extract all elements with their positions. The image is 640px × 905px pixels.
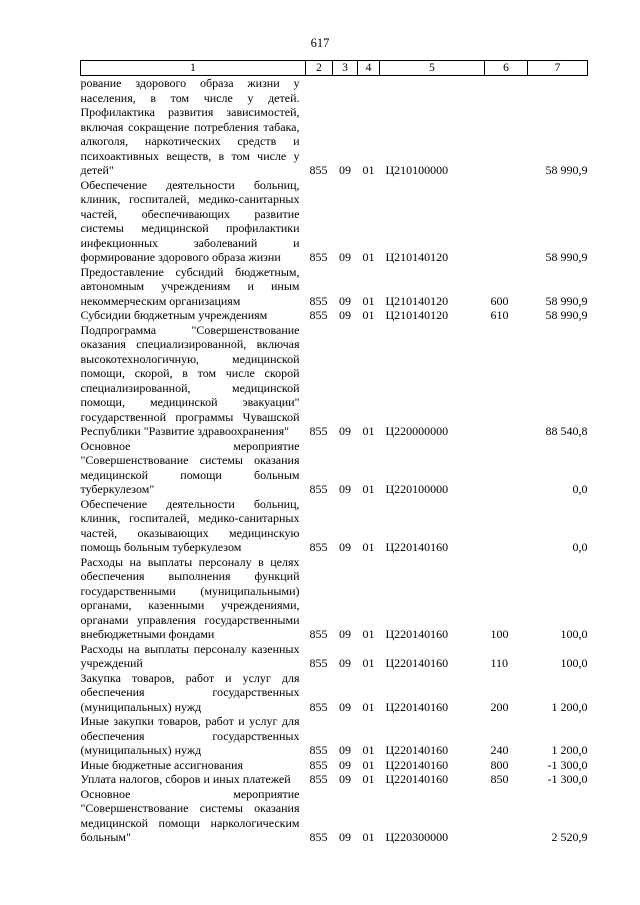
row-expense-type: 610 [490,308,509,322]
row-admin-code: 855 [309,757,328,772]
row-description: Обеспечение деятельности больниц, клиник, госпиталей, медико-санитарных частей, оказывающих медицинскую помощь больным туберкулезом [80,496,300,554]
row-target-article: Ц220140160 [385,743,449,757]
row-expense-type [485,76,528,178]
row-subsection: 01 [362,163,375,177]
row-target-article: Ц210140120 [385,308,449,322]
table-row [81,76,588,178]
header-col-2: 2 [306,61,333,76]
row-amount: -1 300,0 [547,772,588,786]
row-admin-code: 855 [309,424,328,438]
row-target-article: Ц220140160 [385,772,449,786]
row-section: 09 [339,424,351,438]
row-section: 09 [339,830,351,844]
row-description: рование здорового образа жизни у населения, в том числе у детей. Профилактика развития зависимостей, включая сокращение потребления табака, алкоголя, наркотических средств и психоактивных веществ, в том числе у детей" [80,76,300,177]
row-target-article: Ц210140120 [385,293,449,308]
row-target-article: Ц220140160 [385,757,449,772]
row-admin-code: 855 [309,830,328,844]
row-subsection: 01 [362,772,375,786]
row-section: 09 [339,163,351,177]
row-amount: 58 990,9 [545,308,588,322]
row-amount: 58 990,9 [545,250,588,264]
header-col-7: 7 [528,61,588,76]
row-subsection: 01 [362,293,375,308]
row-section: 09 [339,656,351,670]
row-amount: 2 520,9 [551,830,588,844]
budget-table [80,60,588,845]
row-description: Расходы на выплаты персоналу казенных учреждений [80,641,300,670]
row-amount: -1 300,0 [547,757,588,772]
row-subsection: 01 [362,757,375,772]
table-row [81,758,588,773]
row-expense-type [485,439,528,497]
row-expense-type: 800 [490,757,509,772]
row-description: Уплата налогов, сборов и иных платежей [80,772,291,786]
row-admin-code: 855 [309,627,328,641]
row-section: 09 [339,772,351,786]
row-amount: 1 200,0 [551,743,588,757]
row-subsection: 01 [362,627,375,641]
row-amount: 58 990,9 [545,293,588,308]
table-row [81,671,588,715]
row-expense-type [485,323,528,439]
row-admin-code: 855 [309,772,328,786]
row-amount: 58 990,9 [545,163,588,177]
row-description: Обеспечение деятельности больниц, клиник, госпиталей, медико-санитарных частей, обеспечивающих развитие системы медицинской профилактики инфекционных заболеваний и формирование здорового образа жизни [80,177,300,264]
row-description: Основное мероприятие "Совершенствование системы оказания медицинской помощи наркологическим больным" [80,786,300,844]
row-subsection: 01 [362,830,375,844]
row-subsection: 01 [362,250,375,264]
row-section: 09 [339,699,351,714]
row-subsection: 01 [362,699,375,714]
row-admin-code: 855 [309,656,328,670]
row-subsection: 01 [362,540,375,554]
row-target-article: Ц210100000 [385,163,449,177]
row-expense-type: 600 [490,293,509,308]
row-section: 09 [339,308,351,322]
table-row [81,787,588,845]
table-row [81,772,588,787]
row-target-article: Ц220000000 [385,424,449,438]
row-subsection: 01 [362,656,375,670]
table-row [81,178,588,265]
row-description: Основное мероприятие "Совершенствование системы оказания медицинской помощи больным туберкулезом" [80,438,300,496]
row-subsection: 01 [362,308,375,322]
header-col-6: 6 [485,61,528,76]
row-admin-code: 855 [309,743,328,757]
row-section: 09 [339,293,351,308]
row-section: 09 [339,627,351,641]
row-admin-code: 855 [309,540,328,554]
row-target-article: Ц220140160 [385,699,449,714]
row-expense-type: 850 [490,772,509,786]
table-row [81,497,588,555]
row-amount: 1 200,0 [551,699,588,714]
row-target-article: Ц210140120 [385,250,449,264]
row-amount: 0,0 [572,482,588,496]
row-description: Предоставление субсидий бюджетным, автономным учреждениям и иным некоммерческим организациям [80,264,300,308]
row-admin-code: 855 [309,308,328,322]
row-amount: 88 540,8 [545,424,588,438]
header-col-5: 5 [380,61,485,76]
row-section: 09 [339,743,351,757]
row-section: 09 [339,250,351,264]
row-description: Субсидии бюджетным учреждениям [80,308,268,322]
row-section: 09 [339,540,351,554]
table-row [81,323,588,439]
header-col-3: 3 [333,61,358,76]
row-expense-type: 200 [490,699,509,714]
row-expense-type: 100 [490,627,509,641]
row-target-article: Ц220300000 [385,830,449,844]
row-expense-type [485,178,528,265]
table-row [81,265,588,309]
header-col-1: 1 [81,61,306,76]
table-row [81,714,588,758]
column-number-header [81,61,588,76]
table-row [81,439,588,497]
page-number: 617 [310,36,330,50]
row-target-article: Ц220140160 [385,627,449,641]
row-subsection: 01 [362,424,375,438]
row-section: 09 [339,482,351,496]
table-row [81,555,588,642]
row-amount: 100,0 [560,627,588,641]
row-target-article: Ц220100000 [385,482,449,496]
row-target-article: Ц220140160 [385,540,449,554]
row-admin-code: 855 [309,250,328,264]
row-admin-code: 855 [309,163,328,177]
row-expense-type [485,787,528,845]
row-expense-type: 240 [490,743,509,757]
row-description: Иные закупки товаров, работ и услуг для обеспечения государственных (муниципальных) нужд [80,714,300,757]
row-target-article: Ц220140160 [385,656,449,670]
header-col-4: 4 [358,61,380,76]
row-admin-code: 855 [309,699,328,714]
row-subsection: 01 [362,743,375,757]
row-description: Расходы на выплаты персоналу в целях обеспечения выполнения функций государственными (муниципальными) органами, казенными учреждениями, органами управления государственными внебюджетными фондами [80,554,300,641]
row-admin-code: 855 [309,482,328,496]
row-amount: 0,0 [572,540,588,554]
table-row [81,642,588,671]
row-expense-type: 110 [490,656,509,670]
table-body [81,76,588,845]
row-subsection: 01 [362,482,375,496]
row-description: Закупка товаров, работ и услуг для обеспечения государственных (муниципальных) нужд [80,670,300,714]
row-description: Подпрограмма "Совершенствование оказания специализированной, включая высокотехнологичную, медицинской помощи, скорой, в том числе скорой специализированной, медицинской помощи, медицинской эвакуации" государственной программы Чувашской Республики "Развитие здравоохранения" [80,322,300,438]
table-row [81,308,588,323]
row-description: Иные бюджетные ассигнования [80,757,243,772]
row-amount: 100,0 [560,656,588,670]
row-section: 09 [339,757,351,772]
row-expense-type [485,497,528,555]
row-admin-code: 855 [309,293,328,308]
